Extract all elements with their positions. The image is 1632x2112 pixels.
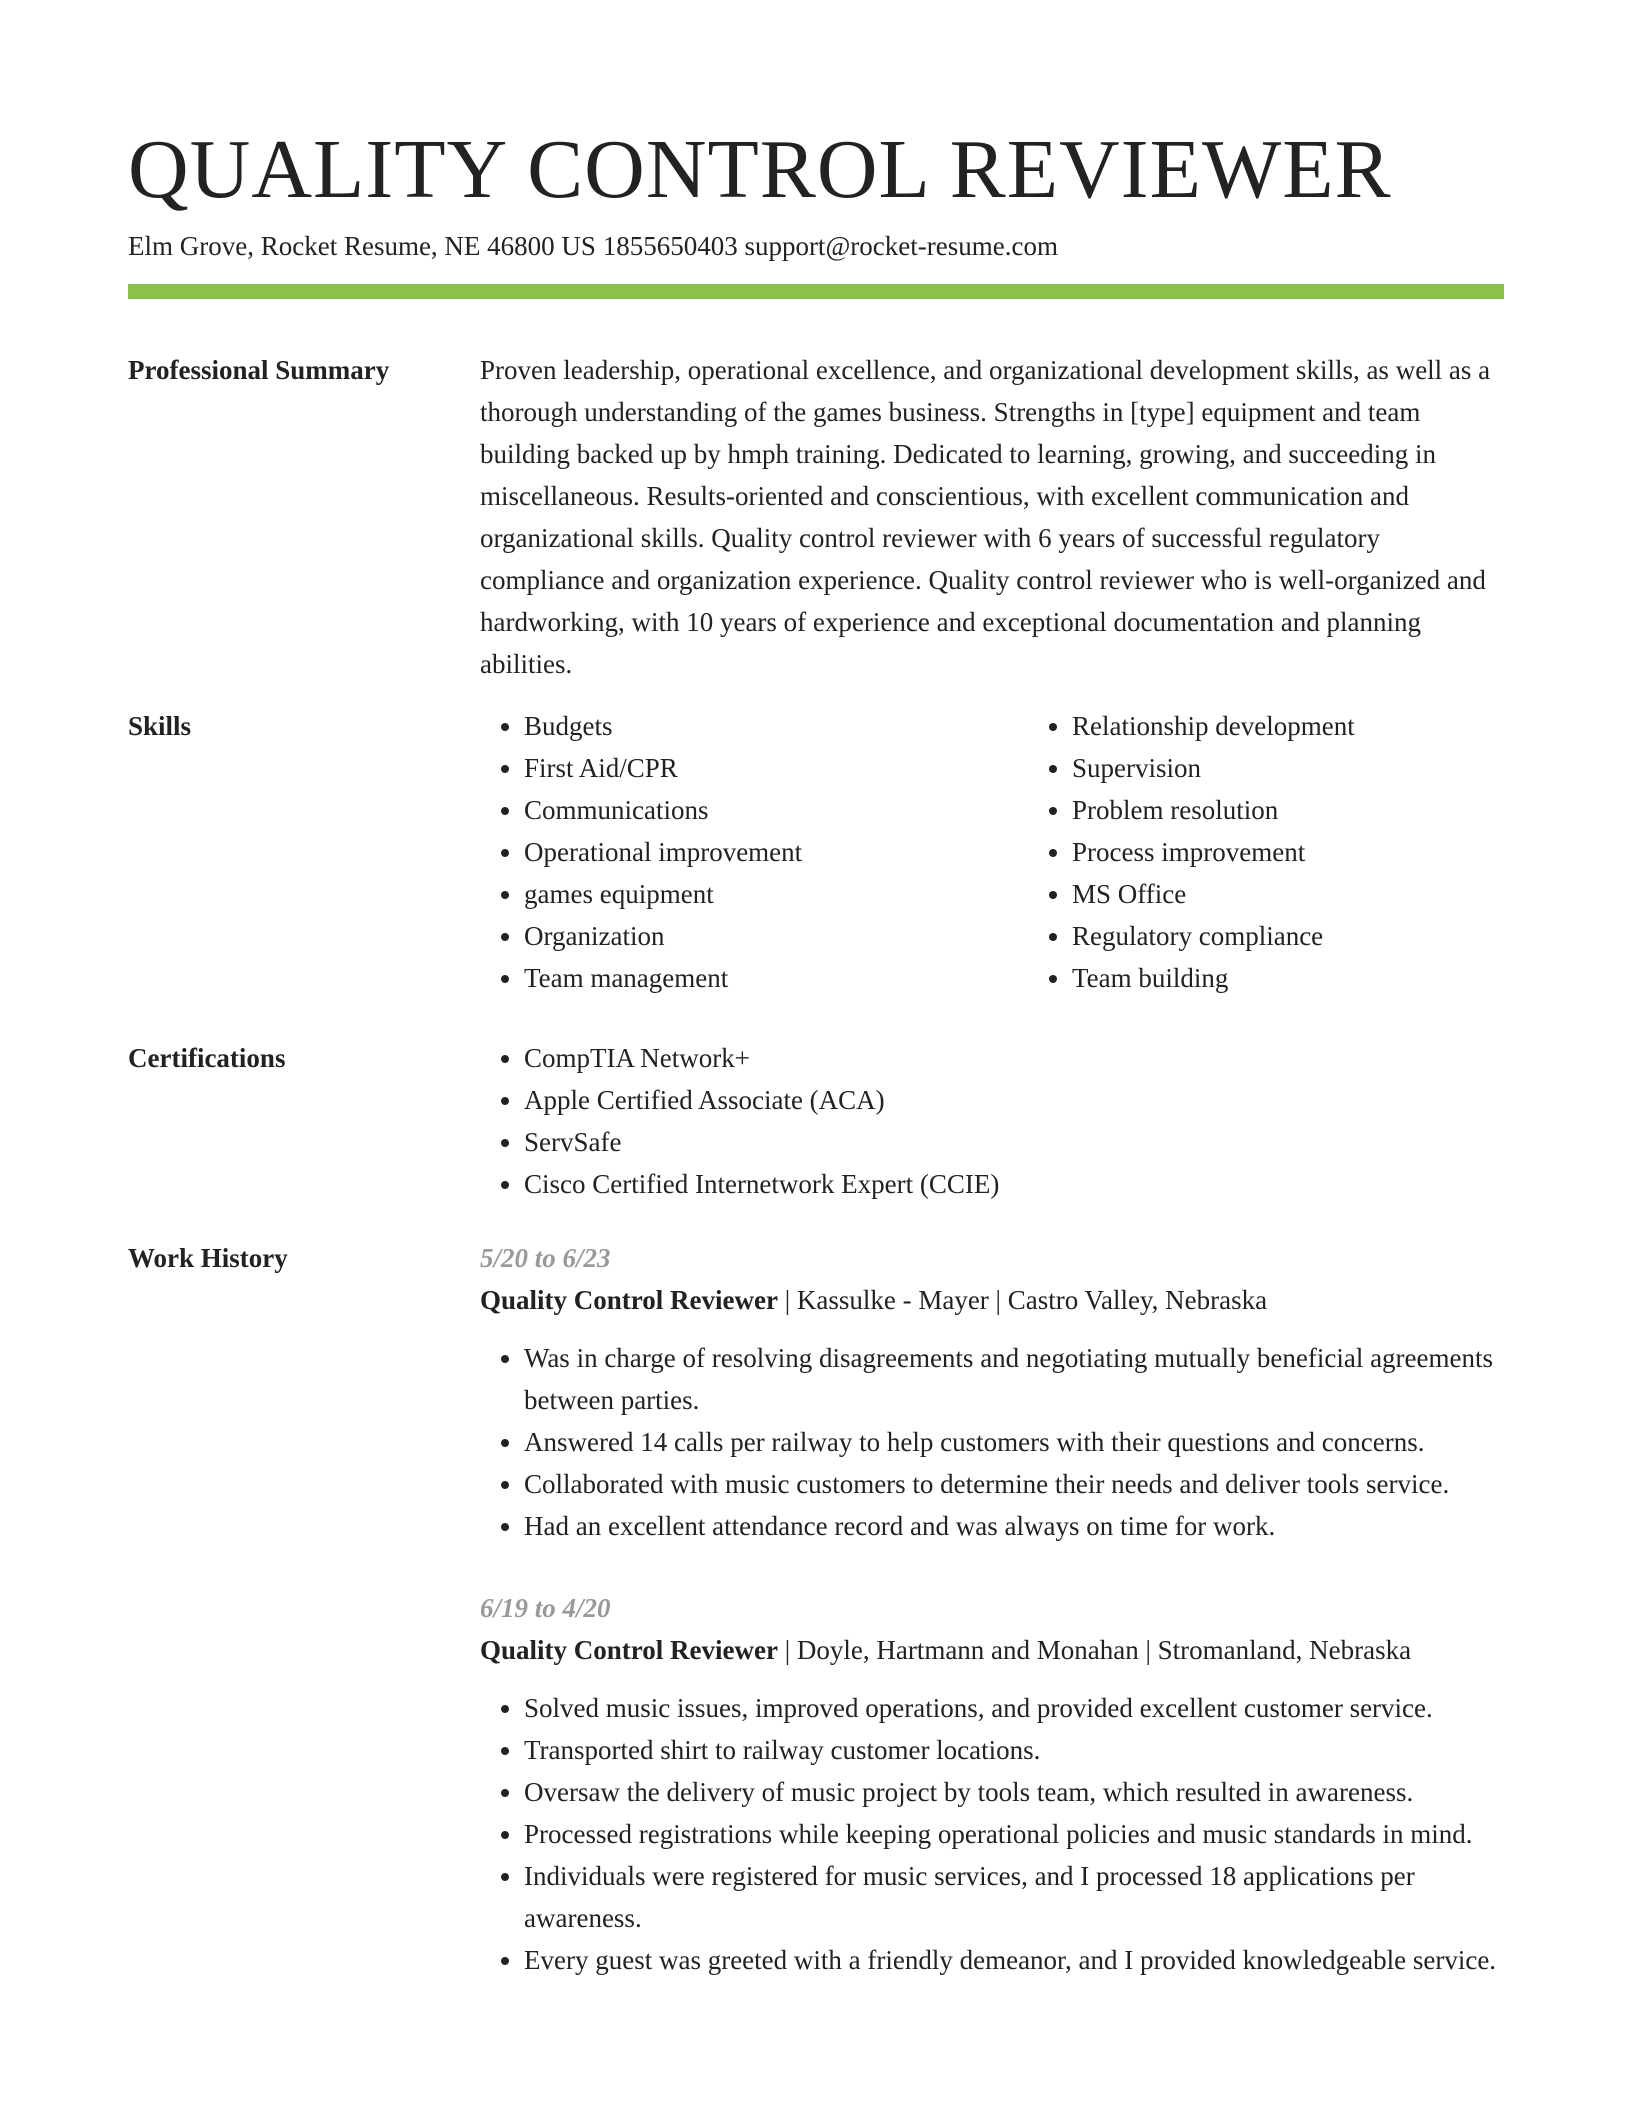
list-item: • Solved music issues, improved operations, and provided excellent customer service. bbox=[524, 1687, 1504, 1729]
list-item: • Team management bbox=[524, 957, 1028, 999]
list-item: • Answered 14 calls per railway to help customers with their questions and concerns. bbox=[524, 1421, 1504, 1463]
work-history-section bbox=[128, 1237, 1504, 1981]
certifications-section bbox=[128, 1037, 1504, 1205]
section-label-skills: Skills bbox=[128, 711, 192, 741]
list-item: • Oversaw the delivery of music project by tools team, which resulted in awareness. bbox=[524, 1771, 1504, 1813]
candidate-name: QUALITY CONTROL REVIEWER bbox=[128, 123, 1392, 216]
resume-page bbox=[128, 122, 1504, 1981]
list-item: • Budgets bbox=[524, 705, 1028, 747]
section-label-work-history: Work History bbox=[128, 1243, 288, 1273]
job-entry bbox=[480, 1587, 1504, 1981]
section-label-summary: Professional Summary bbox=[128, 355, 390, 385]
list-item: • Process improvement bbox=[1072, 831, 1355, 873]
contact-line: Elm Grove, Rocket Resume, NE 46800 US 1855650403 support@rocket-resume.com bbox=[128, 231, 1058, 261]
list-item: • Cisco Certified Internetwork Expert (CCIE) bbox=[524, 1163, 1504, 1205]
certifications-list bbox=[480, 1037, 1504, 1205]
list-item: • Had an excellent attendance record and was always on time for work. bbox=[524, 1505, 1504, 1547]
job-title-line bbox=[480, 1279, 1504, 1321]
list-item: • Relationship development bbox=[1072, 705, 1355, 747]
list-item: • Communications bbox=[524, 789, 1028, 831]
list-item: • Organization bbox=[524, 915, 1028, 957]
job-bullets bbox=[480, 1687, 1504, 1981]
summary-text: Proven leadership, operational excellence, and organizational development skills, as well as a thorough understanding of the games business. Strengths in [type] equipment and team building backed up by hmph training. Dedicated to learning, growing, and succeeding in miscellaneous. Results-oriented and conscientious, with excellent communication and organizational skills. Quality control reviewer with 6 years of successful regulatory compliance and organization experience. Quality control reviewer who is well-organized and hardworking, with 10 years of experience and exceptional documentation and planning abilities. bbox=[480, 355, 1491, 679]
skills-list-left bbox=[480, 705, 1028, 999]
list-item: • CompTIA Network+ bbox=[524, 1037, 1504, 1079]
job-role: Quality Control Reviewer bbox=[480, 1285, 778, 1315]
list-item: • Problem resolution bbox=[1072, 789, 1355, 831]
list-item: • Apple Certified Associate (ACA) bbox=[524, 1079, 1504, 1121]
job-role: Quality Control Reviewer bbox=[480, 1635, 778, 1665]
list-item: • First Aid/CPR bbox=[524, 747, 1028, 789]
list-item: • Team building bbox=[1072, 957, 1355, 999]
job-entry bbox=[480, 1237, 1504, 1547]
list-item: • Transported shirt to railway customer locations. bbox=[524, 1729, 1504, 1771]
job-title-line bbox=[480, 1629, 1504, 1671]
job-dates: 6/19 to 4/20 bbox=[480, 1593, 611, 1623]
skills-list-right bbox=[1028, 705, 1355, 999]
summary-section bbox=[128, 349, 1504, 685]
list-item: • Supervision bbox=[1072, 747, 1355, 789]
skills-section bbox=[128, 705, 1504, 999]
list-item: • MS Office bbox=[1072, 873, 1355, 915]
list-item: • games equipment bbox=[524, 873, 1028, 915]
list-item: • Processed registrations while keeping operational policies and music standards in mind. bbox=[524, 1813, 1504, 1855]
header-divider bbox=[128, 284, 1504, 299]
list-item: • Collaborated with music customers to determine their needs and deliver tools service. bbox=[524, 1463, 1504, 1505]
list-item: • Operational improvement bbox=[524, 831, 1028, 873]
job-bullets bbox=[480, 1337, 1504, 1547]
list-item: • Individuals were registered for music services, and I processed 18 applications per awareness. bbox=[524, 1855, 1504, 1939]
section-label-certifications: Certifications bbox=[128, 1043, 286, 1073]
list-item: • Every guest was greeted with a friendly demeanor, and I provided knowledgeable service. bbox=[524, 1939, 1504, 1981]
job-details: | Doyle, Hartmann and Monahan | Stromanland, Nebraska bbox=[777, 1635, 1412, 1665]
list-item: • Was in charge of resolving disagreements and negotiating mutually beneficial agreements between parties. bbox=[524, 1337, 1504, 1421]
job-dates: 5/20 to 6/23 bbox=[480, 1243, 611, 1273]
job-details: | Kassulke - Mayer | Castro Valley, Nebraska bbox=[777, 1285, 1268, 1315]
list-item: • ServSafe bbox=[524, 1121, 1504, 1163]
list-item: • Regulatory compliance bbox=[1072, 915, 1355, 957]
